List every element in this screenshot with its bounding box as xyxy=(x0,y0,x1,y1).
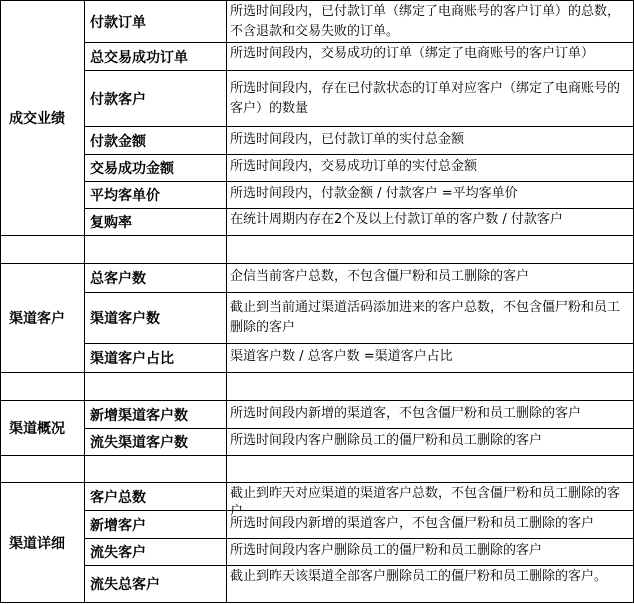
description-text: 所选时间段内，交易成功的订单（绑定了电商账号的客户订单） xyxy=(230,46,595,61)
table-row xyxy=(1,429,634,456)
description-text: 所选时间段内新增的渠道客户，不包含僵尸粉和员工删除的客户 xyxy=(230,515,595,531)
description-text: 在统计周期内存在2个及以上付款订单的客户数 / 付款客户 xyxy=(230,211,563,227)
metric-description xyxy=(227,483,634,519)
table-row xyxy=(1,43,634,71)
metric-description xyxy=(227,127,634,155)
metric-description xyxy=(227,401,634,429)
category-cell: 渠道客户 xyxy=(1,264,85,373)
description-text: 截止到昨天对应渠道的渠道客户总数，不包含僵尸粉和员工删除的客户 xyxy=(230,486,621,519)
description-text: 所选时间段内，付款金额 / 付款客户 =平均客单价 xyxy=(230,186,518,201)
metric-name: 复购率 xyxy=(85,209,227,236)
metric-name: 付款订单 xyxy=(85,1,227,43)
table-row xyxy=(1,71,634,127)
category-cell: 渠道详细 xyxy=(1,483,85,603)
table-row xyxy=(1,264,634,293)
metric-description xyxy=(227,429,634,456)
metric-description xyxy=(227,155,634,182)
table-row xyxy=(1,293,634,344)
table-row xyxy=(1,401,634,429)
metric-description xyxy=(227,293,634,344)
table-row xyxy=(1,566,634,603)
table-row xyxy=(1,182,634,209)
metric-description xyxy=(227,182,634,209)
metric-description xyxy=(227,264,634,293)
metric-description xyxy=(227,344,634,373)
metric-description xyxy=(227,566,634,603)
metric-description xyxy=(227,539,634,566)
category-cell: 渠道概况 xyxy=(1,401,85,456)
metric-description xyxy=(227,1,634,43)
metric-name: 付款金额 xyxy=(85,127,227,155)
description-text: 截止到当前通过渠道活码添加进来的客户总数，不包含僵尸粉和员工删除的客户 xyxy=(230,300,621,335)
metric-description xyxy=(227,43,634,71)
description-text: 所选时间段内，已付款订单（绑定了电商账号的客户订单）的总数，不含退款和交易失败的订单。 xyxy=(230,3,621,39)
spacer-row xyxy=(1,236,634,264)
metric-name: 渠道客户数 xyxy=(85,293,227,344)
metric-name: 总交易成功订单 xyxy=(85,43,227,71)
metric-name: 流失渠道客户数 xyxy=(85,429,227,456)
spacer-row xyxy=(1,373,634,401)
table-row xyxy=(1,1,634,43)
description-text: 所选时间段内，已付款订单的实付总金额 xyxy=(230,131,465,147)
metric-name: 交易成功金额 xyxy=(85,155,227,182)
spacer-row xyxy=(1,456,634,483)
metric-name: 新增客户 xyxy=(85,511,227,539)
description-text: 截止到昨天该渠道全部客户删除员工的僵尸粉和员工删除的客户。 xyxy=(230,569,608,584)
metric-description xyxy=(227,71,634,127)
description-text: 所选时间段内客户删除员工的僵尸粉和员工删除的客户 xyxy=(230,543,543,558)
metric-name: 流失总客户 xyxy=(85,566,227,603)
category-cell: 成交业绩 xyxy=(1,1,85,236)
table-row xyxy=(1,344,634,373)
table-row xyxy=(1,483,634,511)
metric-description xyxy=(227,209,634,236)
description-text: 所选时间段内，存在已付款状态的订单对应客户（绑定了电商账号的客户）的数量 xyxy=(230,80,621,116)
metric-name: 流失客户 xyxy=(85,539,227,566)
table-row xyxy=(1,209,634,236)
metric-description xyxy=(227,511,634,539)
metric-name: 客户总数 xyxy=(85,483,227,511)
metric-name: 新增渠道客户数 xyxy=(85,401,227,429)
table-row xyxy=(1,511,634,539)
metric-name: 总客户数 xyxy=(85,264,227,293)
description-text: 所选时间段内，交易成功订单的实付总金额 xyxy=(230,159,478,174)
description-text: 所选时间段内新增的渠道客，不包含僵尸粉和员工删除的客户 xyxy=(230,405,582,421)
metric-name: 平均客单价 xyxy=(85,182,227,209)
table-row xyxy=(1,539,634,566)
table-row xyxy=(1,127,634,155)
table-row xyxy=(1,155,634,182)
metric-name: 渠道客户占比 xyxy=(85,344,227,373)
description-text: 渠道客户数 / 总客户数 =渠道客户占比 xyxy=(230,349,453,364)
description-text: 企信当前客户总数，不包含僵尸粉和员工删除的客户 xyxy=(230,269,530,284)
description-text: 所选时间段内客户删除员工的僵尸粉和员工删除的客户 xyxy=(230,433,543,448)
metric-name: 付款客户 xyxy=(85,71,227,127)
